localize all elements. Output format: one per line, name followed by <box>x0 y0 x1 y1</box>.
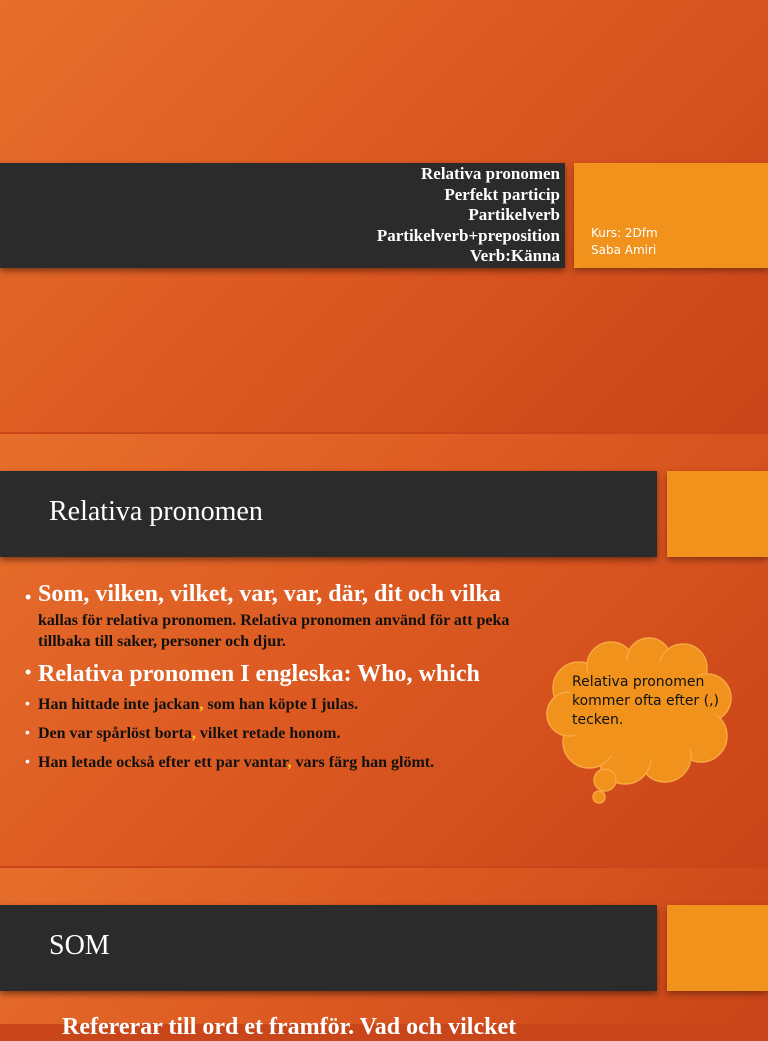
bullet-icon: • <box>25 753 30 769</box>
slide-som[interactable] <box>0 868 768 1040</box>
example-text: vilket retade honom. <box>195 725 341 742</box>
course-label: Kurs: 2Dfm <box>591 226 658 240</box>
comma-highlight: , <box>199 696 204 713</box>
slide-title: SOM <box>49 930 110 961</box>
callout-text: Relativa pronomen kommer ofta efter (,) tecken. <box>572 674 720 728</box>
bullet-icon: • <box>25 662 32 682</box>
comma-highlight: , <box>191 725 196 742</box>
slide-title: Relativa pronomen <box>49 496 263 527</box>
author-name: Saba Amiri <box>591 243 657 257</box>
partial-bullet-text: Refererar till ord et framför. Vad och vilcket <box>62 1014 517 1040</box>
title-bar <box>0 163 565 268</box>
title-line: Relativa pronomen <box>421 164 560 183</box>
example-text: Han letade också efter ett par vantar <box>38 754 288 771</box>
accent-block <box>667 471 768 557</box>
slide-relativa-pronomen[interactable] <box>0 434 768 866</box>
comma-highlight: , <box>287 754 292 771</box>
title-lines <box>377 164 560 267</box>
title-bar <box>0 905 657 991</box>
bullet-text: Som, vilken, vilket, var, var, där, dit och vilka <box>38 581 501 607</box>
bullet-icon: • <box>25 724 30 740</box>
title-line: Partikelverb <box>468 205 560 224</box>
example-sentence <box>38 696 358 714</box>
bullet-icon: • <box>25 695 30 711</box>
example-text: Den var spårlöst borta <box>38 725 192 742</box>
example-sentence <box>38 725 341 743</box>
example-sentence <box>38 754 434 772</box>
title-line: Verb:Känna <box>469 246 560 265</box>
accent-block <box>667 905 768 991</box>
course-info <box>591 225 658 259</box>
example-text: vars färg han glömt. <box>291 754 435 771</box>
bullet-description: tillbaka till saker, personer och djur. <box>38 633 286 650</box>
bullet-icon: • <box>25 587 32 607</box>
title-line: Perfekt particip <box>444 184 560 204</box>
slide-title-page[interactable] <box>0 0 768 432</box>
bullet-text: Relativa pronomen I engleska: Who, which <box>38 661 480 687</box>
accent-block <box>574 163 768 268</box>
title-line: Partikelverb+preposition <box>376 225 560 245</box>
title-bar <box>0 471 657 557</box>
example-text: som han köpte I julas. <box>203 696 359 713</box>
bullet-description: kallas för relativa pronomen. Relativa pronomen använd för att peka <box>38 612 510 629</box>
example-text: Han hittade inte jackan <box>38 696 200 713</box>
